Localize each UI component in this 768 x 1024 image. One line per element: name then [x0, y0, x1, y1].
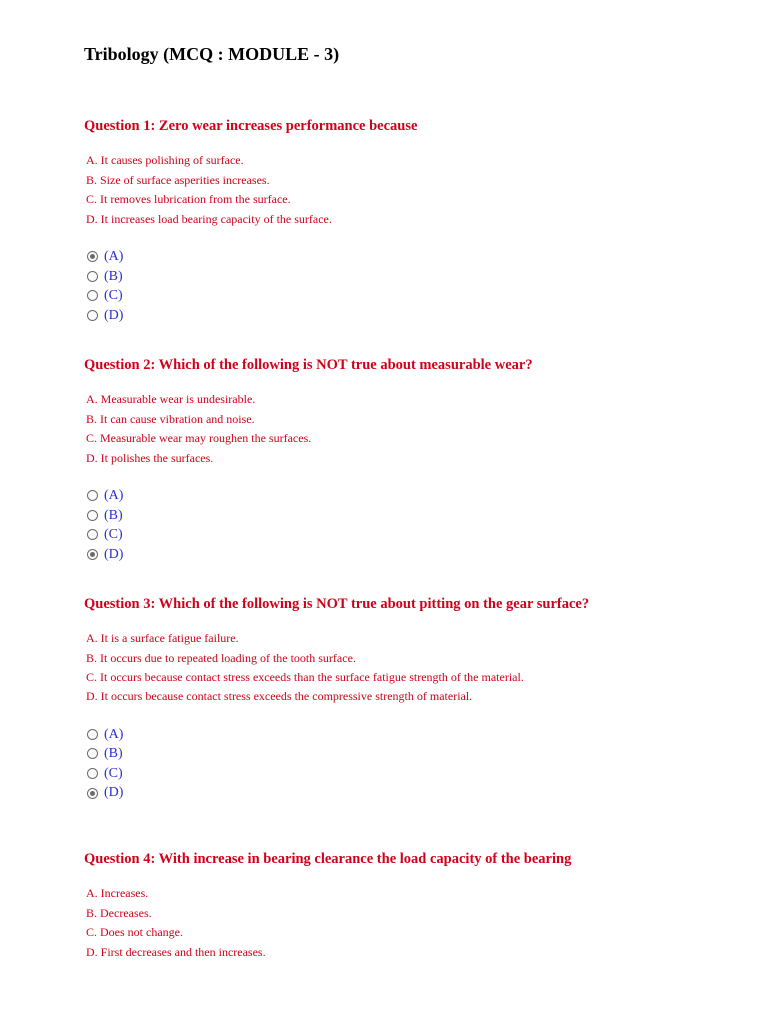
option-a: A. It is a surface fatigue failure. [86, 631, 239, 645]
option-list [84, 629, 724, 707]
answer-choices [84, 725, 724, 803]
question-text: Question 4: With increase in bearing clearance the load capacity of the bearing [84, 851, 572, 867]
option-d: D. First decreases and then increases. [86, 944, 266, 959]
choice-b[interactable] [84, 267, 724, 287]
choice-label: (D) [104, 546, 124, 562]
radio-button[interactable] [87, 729, 98, 740]
radio-button[interactable] [87, 529, 98, 540]
question-4 [84, 850, 724, 962]
answer-choices [84, 486, 724, 564]
question-text: Question 1: Zero wear increases performance because [84, 118, 418, 134]
choice-label: (A) [104, 249, 124, 264]
choice-label: (D) [104, 785, 124, 801]
option-list [84, 390, 724, 468]
question-text: Question 2: Which of the following is NOT true about measurable wear? [84, 357, 533, 373]
choice-label: (C) [104, 288, 123, 304]
option-b: B. Decreases. [86, 905, 152, 920]
option-c: C. Does not change. [86, 925, 183, 939]
option-c: C. Measurable wear may roughen the surfaces. [86, 431, 312, 445]
choice-a[interactable] [84, 725, 724, 745]
choice-d[interactable] [84, 783, 724, 803]
question-3 [84, 595, 724, 803]
option-b: B. Size of surface asperities increases. [86, 172, 270, 187]
option-d: D. It increases load bearing capacity of the surface. [86, 211, 332, 226]
choice-label: (D) [104, 307, 124, 323]
question-1 [84, 117, 724, 325]
question-text: Question 3: Which of the following is NOT true about pitting on the gear surface? [84, 596, 590, 612]
option-a: A. Measurable wear is undesirable. [86, 392, 256, 406]
option-list [84, 884, 724, 962]
document-title: Tribology (MCQ : MODULE - 3) [84, 44, 340, 64]
radio-button[interactable] [87, 788, 98, 799]
choice-d[interactable] [84, 545, 724, 565]
choice-a[interactable] [84, 247, 724, 267]
choice-label: (B) [104, 746, 123, 762]
radio-button[interactable] [87, 271, 98, 282]
choice-label: (C) [104, 765, 123, 781]
choice-b[interactable] [84, 744, 724, 764]
radio-button[interactable] [87, 490, 98, 501]
radio-button[interactable] [87, 310, 98, 321]
choice-label: (B) [104, 507, 123, 523]
radio-button[interactable] [87, 290, 98, 301]
radio-button[interactable] [87, 748, 98, 759]
choice-label: (B) [104, 268, 123, 284]
choice-c[interactable] [84, 764, 724, 784]
choice-d[interactable] [84, 306, 724, 326]
option-c: C. It removes lubrication from the surface. [86, 192, 291, 206]
choice-b[interactable] [84, 506, 724, 526]
choice-label: (A) [104, 726, 124, 742]
choice-c[interactable] [84, 286, 724, 306]
option-a: A. Increases. [86, 886, 149, 900]
choice-c[interactable] [84, 525, 724, 545]
question-2 [84, 356, 724, 564]
option-a: A. It causes polishing of surface. [86, 153, 244, 167]
choice-label: (C) [104, 527, 123, 543]
option-b: B. It can cause vibration and noise. [86, 411, 255, 426]
radio-button[interactable] [87, 549, 98, 560]
answer-choices [84, 247, 724, 325]
choice-label: (A) [104, 488, 124, 503]
option-b: B. It occurs due to repeated loading of the tooth surface. [86, 650, 356, 665]
radio-button[interactable] [87, 510, 98, 521]
option-c: C. It occurs because contact stress exceeds than the surface fatigue strength of the material. [86, 670, 524, 684]
option-list [84, 151, 724, 229]
choice-a[interactable] [84, 486, 724, 506]
option-d: D. It polishes the surfaces. [86, 450, 214, 465]
radio-button[interactable] [87, 251, 98, 262]
option-d: D. It occurs because contact stress exceeds the compressive strength of material. [86, 689, 473, 703]
radio-button[interactable] [87, 768, 98, 779]
